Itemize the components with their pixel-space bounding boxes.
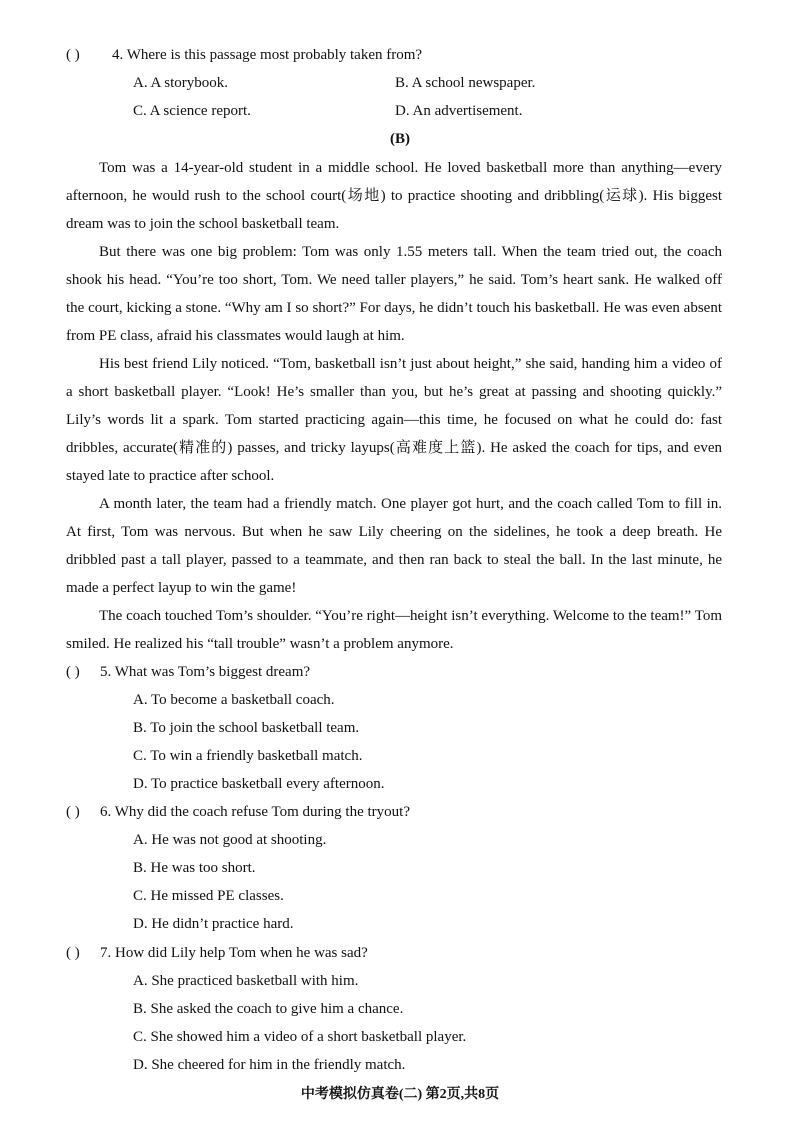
section-b-title: (B): [390, 131, 410, 147]
q4-option-c[interactable]: C. A science report.: [133, 103, 251, 119]
passage-paragraph-4: A month later, the team had a friendly match. One player got hurt, and the coach called Tom to fill in. At first, Tom was nervous. But when he saw Lily cheering on the sidelines, he took a deep breath. He dribbled past a tall player, passed to a teammate, and then ran back to steal the ball. In the last minute, he made a perfect layup to win the game!: [66, 496, 722, 596]
q6-option-b[interactable]: B. He was too short.: [133, 860, 256, 876]
question-7-stem: 7. How did Lily help Tom when he was sad?: [100, 945, 368, 961]
q5-option-a[interactable]: A. To become a basketball coach.: [133, 692, 335, 708]
question-6-stem: 6. Why did the coach refuse Tom during the tryout?: [100, 804, 410, 820]
passage-paragraph-5: The coach touched Tom’s shoulder. “You’re right—height isn’t everything. Welcome to the team!” Tom smiled. He realized his “tall trouble” wasn’t a problem anymore.: [66, 608, 722, 652]
q4-option-b[interactable]: B. A school newspaper.: [395, 75, 536, 91]
q4-option-a[interactable]: A. A storybook.: [133, 75, 229, 91]
q6-option-c[interactable]: C. He missed PE classes.: [133, 888, 284, 904]
question-4-stem: 4. Where is this passage most probably taken from?: [112, 47, 423, 63]
passage-paragraph-3: His best friend Lily noticed. “Tom, basketball isn’t just about height,” she said, handing him a video of a short basketball player. “Look! He’s smaller than you, but he’s great at passing and shooting quickly.” Lily’s words lit a spark. Tom started practicing again—this time, he focused on what he could do: fast dribbles, accurate(精准的) passes, and tricky layups(高难度上篮). He asked the coach for tips, and even stayed late to practice after school.: [66, 356, 722, 484]
answer-bracket-q5[interactable]: ( ): [66, 664, 80, 680]
passage-paragraph-1: Tom was a 14-year-old student in a middle school. He loved basketball more than anything—every afternoon, he would rush to the school court(场地) to practice shooting and dribbling(运球). His biggest dream was to join the school basketball team.: [66, 160, 722, 232]
q5-option-c[interactable]: C. To win a friendly basketball match.: [133, 748, 363, 764]
question-5-stem: 5. What was Tom’s biggest dream?: [100, 664, 311, 680]
q7-option-c[interactable]: C. She showed him a video of a short basketball player.: [133, 1029, 467, 1045]
q7-option-b[interactable]: B. She asked the coach to give him a chance.: [133, 1001, 404, 1017]
q5-option-d[interactable]: D. To practice basketball every afternoon.: [133, 776, 385, 792]
answer-bracket-q6[interactable]: ( ): [66, 804, 80, 820]
q7-option-a[interactable]: A. She practiced basketball with him.: [133, 973, 359, 989]
q5-option-b[interactable]: B. To join the school basketball team.: [133, 720, 360, 736]
passage-paragraph-2: But there was one big problem: Tom was only 1.55 meters tall. When the team tried out, the coach shook his head. “You’re too short, Tom. We need taller players,” he said. Tom’s heart sank. He walked off the court, kicking a stone. “Why am I so short?” For days, he didn’t touch his basketball. He was even absent from PE class, afraid his classmates would laugh at him.: [66, 244, 722, 344]
answer-bracket-q7[interactable]: ( ): [66, 945, 80, 961]
q6-option-a[interactable]: A. He was not good at shooting.: [133, 832, 327, 848]
page-footer: 中考模拟仿真卷(二) 第2页,共8页: [300, 1087, 500, 1102]
q7-option-d[interactable]: D. She cheered for him in the friendly match.: [133, 1057, 406, 1073]
answer-bracket-q4[interactable]: ( ): [66, 47, 80, 63]
q4-option-d[interactable]: D. An advertisement.: [395, 103, 523, 119]
q6-option-d[interactable]: D. He didn’t practice hard.: [133, 916, 294, 932]
